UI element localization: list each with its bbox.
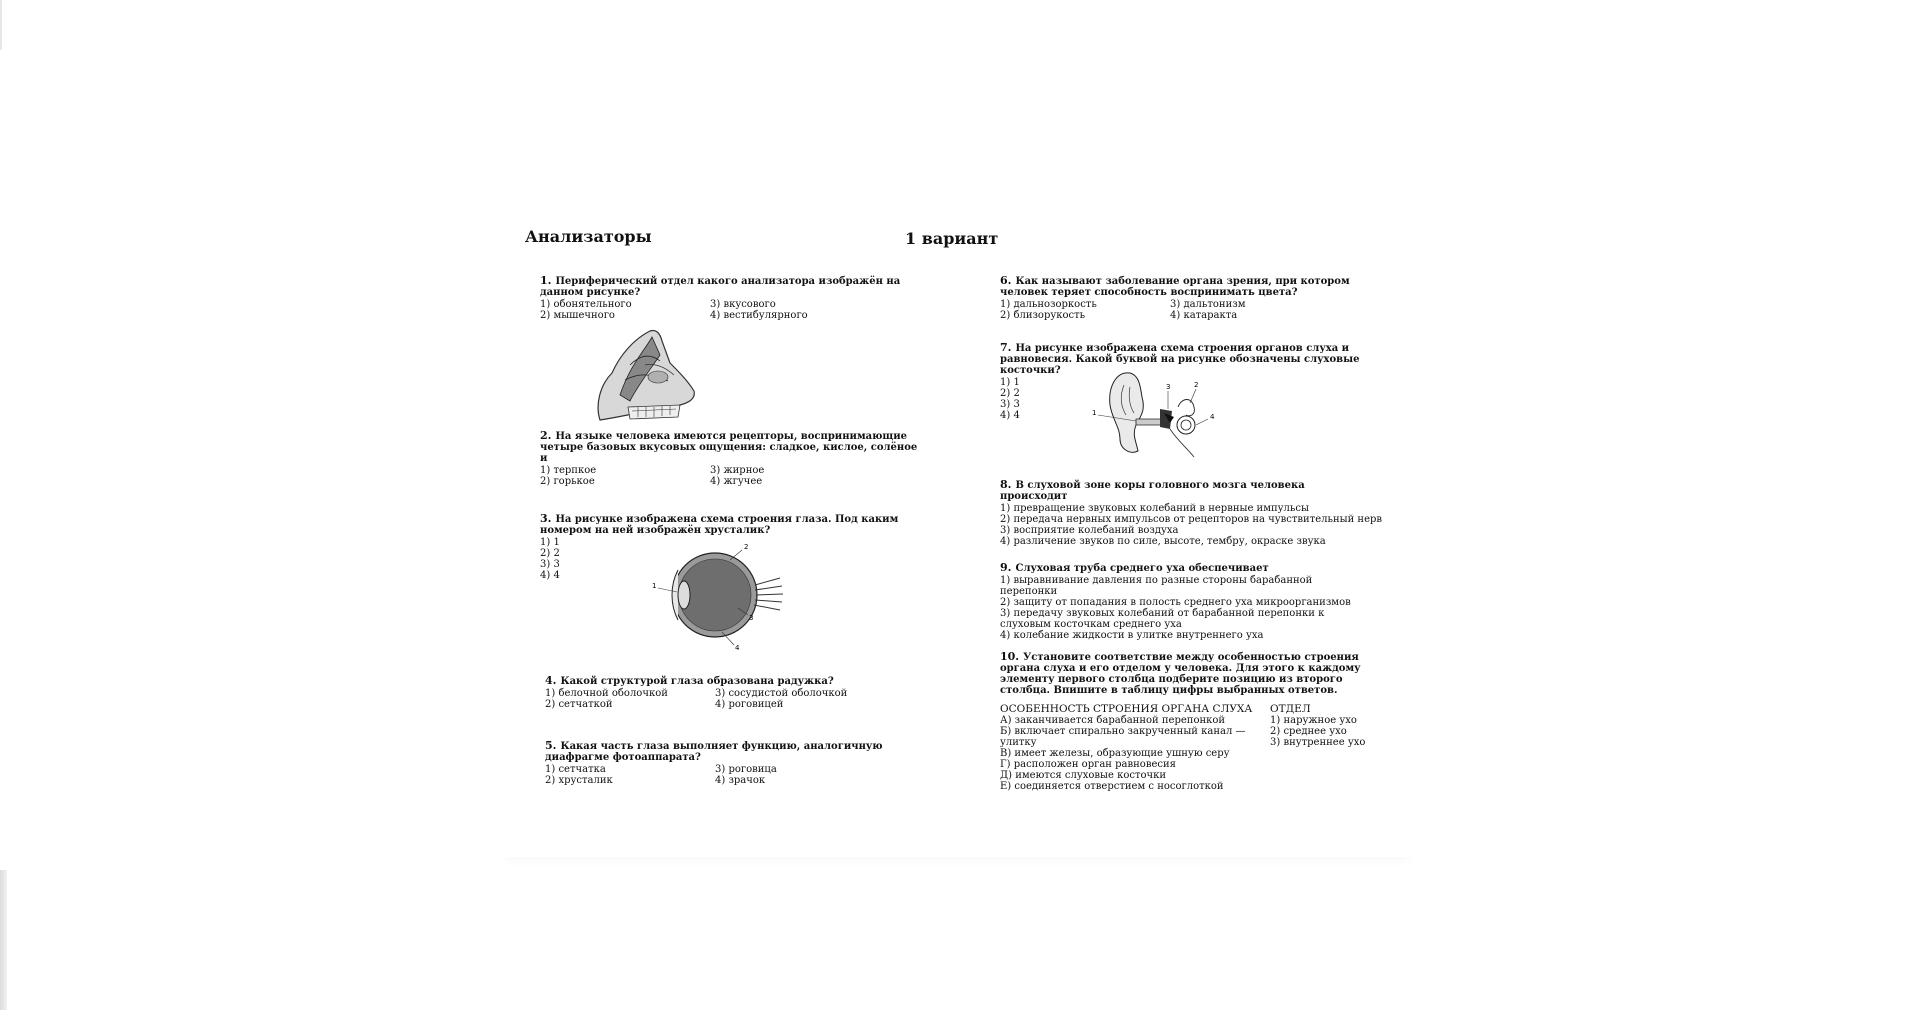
question-4: 4. Какой структурой глаза образована радужка? 1) белочной оболочкой 3) сосудистой оболочкой 2) сетчаткой 4) роговицей (545, 675, 925, 710)
matching-col1 (1000, 715, 1270, 792)
matching-col2 (1270, 715, 1370, 792)
question-text: Слуховая труба среднего уха обеспечивает (1015, 563, 1269, 574)
question-text: В слуховой зоне коры головного мозга человека происходит (1000, 480, 1305, 502)
question-2: 2. На языке человека имеются рецепторы, воспринимающие четыре базовых вкусовых ощущения: сладкое, кислое, солёное и 1) терпкое 3) жирное 2) горькое 4) жгучее (540, 430, 920, 487)
question-7: 7. На рисунке изображена схема строения органов слуха и равновесия. Какой буквой на рисунке обозначены слуховые косточки? 1) 1 2) 2 3) 3 4) 4 (1000, 342, 1362, 421)
answer-option: 4) 4 (540, 570, 560, 581)
eye-label-4: 4 (735, 644, 740, 652)
question-8: 8. В слуховой зоне коры головного мозга человека происходит 1) превращение звуковых колебаний в нервные импульсы 2) передача нервных импульсов от рецепторов на чувствительный нерв 3) восприятие колебаний воздуха 4) различение звуков по силе, высоте, тембру, окраске звука (1000, 478, 1383, 547)
matching-option: 2) среднее ухо (1270, 726, 1347, 737)
answer-option: 3) дальтонизм (1170, 299, 1246, 310)
answer-option: 1) превращение звуковых колебаний в нервные импульсы (1000, 503, 1309, 514)
answer-option: 2) передача нервных импульсов от рецепторов на чувствительный нерв (1000, 514, 1383, 525)
question-text: На рисунке изображена схема строения глаза. Под каким номером на ней изображён хрусталик? (540, 514, 899, 536)
variant-label: 1 вариант (905, 229, 999, 248)
ear-label-3: 3 (1166, 383, 1171, 391)
matching-item: Б) включает спирально закрученный канал — улитку (1000, 726, 1246, 748)
answer-option: 1) белочной оболочкой (545, 688, 668, 699)
page-edge-top (0, 0, 2, 50)
ear-label-2: 2 (1194, 381, 1199, 389)
worksheet (500, 205, 1415, 857)
question-text: На языке человека имеются рецепторы, воспринимающие четыре базовых вкусовых ощущения: сладкое, кислое, солёное и (540, 431, 918, 464)
answer-options (545, 764, 925, 786)
answer-option: 1) 1 (540, 537, 560, 548)
question-text: Как называют заболевание органа зрения, при котором человек теряет способность воспринимать цвета? (1000, 276, 1350, 298)
answer-option: 1) обонятельного (540, 299, 632, 310)
eye-label-3: 3 (749, 614, 754, 622)
question-text: Установите соответствие между особенностью строения органа слуха и его отделом у человека. Для этого к каждому элементу первого столбца подберите позицию из второго столбца. Впишите в таблицу цифры выбранных ответов. (1000, 652, 1361, 696)
answer-option: 2) 2 (540, 548, 560, 559)
answer-option: 4) различение звуков по силе, высоте, тембру, окраске звука (1000, 536, 1326, 547)
answer-option: 4) жгучее (710, 476, 763, 487)
answer-option: 1) 1 (1000, 377, 1020, 388)
matching-option: 1) наружное ухо (1270, 715, 1357, 726)
matching-col1-header: ОСОБЕННОСТЬ СТРОЕНИЯ ОРГАНА СЛУХА (1000, 703, 1253, 715)
answer-option: 2) сетчаткой (545, 699, 613, 710)
answer-options (545, 688, 925, 710)
answer-option: 3) 3 (540, 559, 560, 570)
matching-table (1000, 715, 1366, 792)
answer-option: 4) зрачок (715, 775, 766, 786)
eye-figure (650, 540, 790, 655)
answer-option: 3) вкусового (710, 299, 776, 310)
ear-label-4: 4 (1210, 413, 1215, 421)
answer-option: 1) терпкое (540, 465, 597, 476)
question-3: 3. На рисунке изображена схема строения глаза. Под каким номером на ней изображён хрусталик? 1) 1 2) 2 3) 3 4) 4 (540, 513, 920, 581)
page-edge-left (0, 870, 7, 1010)
matching-header (1000, 704, 1362, 715)
question-text: Какая часть глаза выполняет функцию, аналогичную диафрагме фотоаппарата? (545, 741, 883, 763)
matching-col2-header: ОТДЕЛ (1270, 703, 1311, 715)
eye-label-1: 1 (652, 582, 657, 590)
answer-option: 4) катаракта (1170, 310, 1238, 321)
answer-option: 4) 4 (1000, 410, 1020, 421)
question-1: 1. Периферический отдел какого анализатора изображён на данном рисунке? 1) обонятельного 3) вкусового 2) мышечного 4) вестибулярного (540, 275, 920, 321)
matching-item: Г) расположен орган равновесия (1000, 759, 1176, 770)
answer-options (1000, 575, 1362, 641)
nose-figure (590, 325, 710, 423)
question-text: На рисунке изображена схема строения органов слуха и равновесия. Какой буквой на рисунке обозначены слуховые косточки? (1000, 343, 1360, 376)
answer-option: 3) 3 (1000, 399, 1020, 410)
ear-figure (1090, 367, 1230, 462)
answer-options (540, 465, 920, 487)
answer-option: 1) сетчатка (545, 764, 606, 775)
answer-option: 2) мышечного (540, 310, 615, 321)
answer-option: 3) передачу звуковых колебаний от барабанной перепонки к слуховым косточкам среднего уха (1000, 608, 1325, 630)
matching-option: 3) внутреннее ухо (1270, 737, 1366, 748)
matching-item: В) имеет железы, образующие ушную серу (1000, 748, 1230, 759)
question-10: 10. Установите соответствие между особенностью строения органа слуха и его отделом у человека. Для этого к каждому элементу первого столбца подберите позицию из второго столбца. Впишите в таблицу цифры выбранных ответов. ОСОБЕННОСТЬ СТРОЕНИЯ ОРГАНА СЛУХА ОТДЕЛ А) заканчивается барабанной перепонкой Б) включает спирально закрученный канал — улитку В) имеет железы, образующие ушную серу Г) расположен орган равновесия Д) имеются слуховые косточки Е) соединяется отверстием с носоглоткой 1) наружное ухо 2) среднее ухо 3) внутреннее ухо (1000, 651, 1362, 792)
answer-option: 3) восприятие колебаний воздуха (1000, 525, 1179, 536)
answer-option: 3) жирное (710, 465, 765, 476)
answer-option: 3) роговица (715, 764, 777, 775)
matching-item: Д) имеются слуховые косточки (1000, 770, 1167, 781)
answer-option: 2) хрусталик (545, 775, 613, 786)
question-6: 6. Как называют заболевание органа зрения, при котором человек теряет способность воспринимать цвета? 1) дальнозоркость 3) дальтонизм 2) близорукость 4) катаракта (1000, 275, 1362, 321)
question-text: Какой структурой глаза образована радужка? (560, 676, 834, 687)
question-text: Периферический отдел какого анализатора изображён на данном рисунке? (540, 276, 901, 298)
answer-option: 2) горькое (540, 476, 595, 487)
answer-option: 4) колебание жидкости в улитке внутреннего уха (1000, 630, 1264, 641)
eye-label-2: 2 (744, 543, 749, 551)
matching-item: Е) соединяется отверстием с носоглоткой (1000, 781, 1224, 792)
answer-option: 4) вестибулярного (710, 310, 808, 321)
answer-option: 1) дальнозоркость (1000, 299, 1097, 310)
answer-options (1000, 503, 1383, 547)
answer-option: 1) выравнивание давления по разные стороны барабанной перепонки (1000, 575, 1313, 597)
answer-option: 2) 2 (1000, 388, 1020, 399)
answer-options (540, 299, 920, 321)
answer-options (1000, 299, 1362, 321)
answer-option: 3) сосудистой оболочкой (715, 688, 848, 699)
answer-option: 4) роговицей (715, 699, 784, 710)
question-9: 9. Слуховая труба среднего уха обеспечивает 1) выравнивание давления по разные стороны барабанной перепонки 2) защиту от попадания в полость среднего уха микроорганизмов 3) передачу звуковых колебаний от барабанной перепонки к слуховым косточкам среднего уха 4) колебание жидкости в улитке внутреннего уха (1000, 562, 1362, 641)
page-title: Анализаторы (525, 227, 652, 246)
answer-option: 2) близорукость (1000, 310, 1086, 321)
matching-item: А) заканчивается барабанной перепонкой (1000, 715, 1226, 726)
question-5: 5. Какая часть глаза выполняет функцию, аналогичную диафрагме фотоаппарата? 1) сетчатка 3) роговица 2) хрусталик 4) зрачок (545, 740, 925, 786)
answer-option: 2) защиту от попадания в полость среднего уха микроорганизмов (1000, 597, 1351, 608)
ear-label-1: 1 (1092, 409, 1097, 417)
